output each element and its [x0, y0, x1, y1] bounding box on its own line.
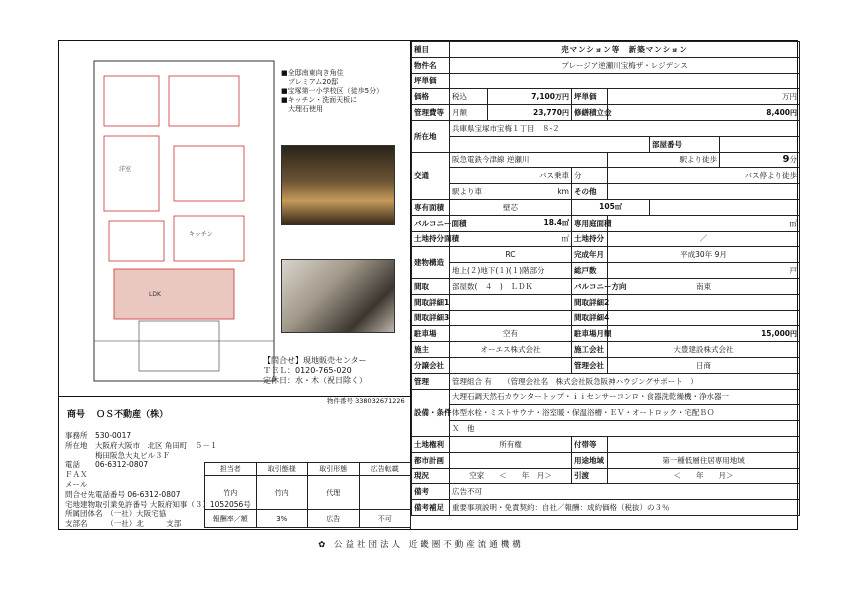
bus-ride-label: バス乗車 — [450, 168, 572, 184]
builder-value: 大豊建設株式会社 — [608, 342, 800, 358]
fee-value: 23,770円 — [488, 105, 572, 121]
use-district-label: 用途地域 — [572, 452, 608, 468]
exterior-photo — [281, 145, 395, 225]
repair-label: 修繕積立金 — [572, 105, 608, 121]
price-value: 7,100万円 — [488, 89, 572, 105]
contact-holiday: 定休日：水・木（祝日除く） — [263, 376, 367, 385]
interior-photo — [281, 259, 395, 333]
repair-value: 8,400円 — [608, 105, 800, 121]
land-share-label: 土地持分 — [572, 231, 608, 247]
floor-plan-area — [59, 41, 411, 396]
total-units-unit: 戸 — [608, 263, 800, 279]
land-share-value: ／ — [608, 231, 800, 247]
traffic-label: 交通 — [412, 152, 450, 199]
room-no-value — [720, 136, 800, 152]
attached-label: 付帯等 — [572, 436, 608, 452]
seller-label: 施主 — [412, 342, 450, 358]
plan-label-kitchen: キッチン — [189, 231, 213, 238]
agent-header: 担当者 — [205, 463, 257, 476]
car-label: 駅より車 km — [450, 184, 572, 200]
balcony-label: バルコニー面積 — [412, 215, 450, 231]
layout-label: 間取 — [412, 278, 450, 294]
handover-label: 引渡 — [572, 468, 608, 484]
seller-value: オーエス株式会社 — [450, 342, 572, 358]
bus-ride-unit: 分 — [572, 168, 608, 184]
remarks-value: 広告不可 — [450, 484, 800, 500]
transaction-box — [204, 462, 411, 532]
company-line: メール — [65, 479, 88, 489]
mgmt-company-value: 日商 — [608, 357, 800, 373]
listing-sheet — [58, 40, 798, 530]
built-value: 平成30年 9月 — [608, 247, 800, 263]
mgmt-company-label: 管理会社 — [572, 357, 608, 373]
footer-organization — [0, 538, 842, 550]
area-tail-value — [450, 73, 800, 89]
name-value: プレージア逆瀬川宝梅ザ・レジデンス — [450, 57, 800, 73]
direction-value: 南東 — [608, 278, 800, 294]
ad-label: 広告 — [308, 510, 360, 528]
parking-label: 駐車場 — [412, 326, 450, 342]
location-value: 兵庫県宝塚市宝梅１丁目 ８-２ — [450, 120, 800, 136]
organization-name: 公益社団法人 近畿圏不動産流通機構 — [334, 540, 524, 550]
company-line: 梅田阪急大丸ビル３Ｆ — [65, 450, 170, 460]
management-value: 管理組合 有 （管理会社名 株式会社阪急阪神ハウジングサポート ） — [450, 373, 800, 389]
company-info — [59, 396, 411, 531]
fee-rate-value: 3% — [256, 510, 308, 528]
company-name-label: 商号 — [67, 410, 86, 420]
company-line: 電話 06-6312-0807 — [65, 460, 149, 470]
fee-rate-label: 報酬率／額 — [205, 510, 257, 528]
floor-plan-drawing — [79, 51, 299, 391]
type-value: 代理 — [308, 476, 360, 510]
direction-label: バルコニー方向 — [572, 278, 608, 294]
company-name — [67, 407, 168, 420]
structure-label: 建物構造 — [412, 247, 450, 279]
sales-center-contact — [263, 356, 367, 386]
organization-logo-icon: ✿ — [318, 540, 329, 550]
feature-note: 大理石使用 — [281, 105, 323, 113]
use-district-value: 第一種低層住居専用地域 — [608, 452, 800, 468]
land-rights-label: 土地権利 — [412, 436, 450, 452]
built-label: 完成年月 — [572, 247, 608, 263]
floors-value: 地上(２)地下(１)(１)階部分 — [450, 263, 572, 279]
land-rights-value: 所有権 — [450, 436, 572, 452]
feature-note: ■キッチン・洗面天板に — [281, 96, 358, 104]
mode-value: 竹内 — [256, 476, 308, 510]
property-number: 物件番号 338032671226 — [327, 397, 405, 405]
location-label: 所在地 — [412, 120, 450, 152]
company-line: 宅地建物取引業免許番号 大阪府知事（３）1052056号 — [65, 499, 251, 509]
ad-value: 不可 — [359, 510, 411, 528]
parking-fee-label: 駐車場月額 — [572, 326, 608, 342]
floor-area-value: 105㎡ — [572, 199, 650, 215]
property-details — [411, 41, 799, 529]
company-line: 問合せ先電話番号 06-6312-0807 — [65, 489, 181, 499]
tsubo-label: 坪単価 — [572, 89, 608, 105]
zoning-label: 都市計画 — [412, 452, 450, 468]
land-area-unit: ㎡ — [450, 231, 572, 247]
parking-fee-value: 15,000円 — [608, 326, 800, 342]
feature-note: プレミアム20邸 — [281, 78, 339, 86]
status-label: 現況 — [412, 468, 450, 484]
type-value: 売マンション等 新築マンション — [450, 42, 800, 58]
company-name-value: ＯＳ不動産（株） — [96, 410, 169, 420]
private-garden-label: 専用庭面積 — [572, 215, 608, 231]
walk-label: 駅より徒歩 — [608, 152, 720, 168]
wall-label: 壁芯 — [450, 199, 572, 215]
walk-value: 9分 — [720, 152, 800, 168]
tsubo-value: 万円 — [608, 89, 800, 105]
type-header: 取引形態 — [308, 463, 360, 476]
price-tax-label: 税込 — [450, 89, 488, 105]
room-no-label: 部屋番号 — [650, 136, 720, 152]
management-label: 管理 — [412, 373, 450, 389]
floor-area-label: 専有面積 — [412, 199, 450, 215]
detail3-label: 間取詳細3 — [412, 310, 450, 326]
plan-label-ldk: LDK — [149, 291, 161, 298]
mode-header: 取引態様 — [256, 463, 308, 476]
company-line: 所在地 大阪府大阪市 北区 角田町 ５－１ — [65, 440, 218, 450]
plan-label-western-room: 洋室 — [119, 166, 132, 173]
builder-label: 施工会社 — [572, 342, 608, 358]
handover-value: ＜ 年 月＞ — [608, 468, 800, 484]
terms-value: 重要事項説明・免責契約：自社／報酬：成約価格（税抜）の３％ — [450, 500, 800, 516]
total-units-label: 総戸数 — [572, 263, 608, 279]
ad-header: 広告転載 — [359, 463, 411, 476]
bus-walk-label: バス停より徒歩 — [608, 168, 800, 184]
price-label: 価格 — [412, 89, 450, 105]
feature-notes — [281, 69, 406, 114]
contact-line: 【問合せ】現地販売センター — [263, 356, 367, 365]
company-line: ＦＡＸ — [65, 470, 88, 480]
other-label: その他 — [572, 184, 608, 200]
left-panel — [59, 41, 411, 529]
land-area-label: 土地持分面積 — [412, 231, 450, 247]
status-value: 空家 ＜ 年 月＞ — [450, 468, 572, 484]
terms-label: 備考補足 — [412, 500, 450, 516]
company-line: 事務所 530-0017 — [65, 431, 132, 440]
type-label: 種目 — [412, 42, 450, 58]
feature-note: ■全邸南東向き角住 — [281, 69, 344, 77]
structure-value: RC — [450, 247, 572, 263]
balcony-value: 18.4㎡ — [450, 215, 572, 231]
company-line: 所属団体名 （一社）大阪宅協 — [65, 509, 167, 519]
feature-note: ■宝塚第一小学校区（徒歩5分） — [281, 87, 384, 95]
detail1-label: 間取詳細1 — [412, 294, 450, 310]
detail2-label: 間取詳細2 — [572, 294, 608, 310]
fee-month-label: 月額 — [450, 105, 488, 121]
details-table — [411, 41, 800, 516]
station-value: 阪急電鉄今津線 逆瀬川 — [450, 152, 608, 168]
equipment-label: 設備・条件 — [412, 389, 450, 436]
private-garden-unit: ㎡ — [608, 215, 800, 231]
sale-company-label: 分譲会社 — [412, 357, 450, 373]
equipment-line-1: 大理石調天然石カウンタートップ・ｉｉセンサーコンロ・食器洗乾燥機・浄水器一 — [450, 389, 800, 405]
equipment-line-3: Ｘ 他 — [450, 421, 800, 437]
name-label: 物件名 — [412, 57, 450, 73]
parking-value: 空有 — [450, 326, 572, 342]
detail4-label: 間取詳細4 — [572, 310, 608, 326]
ad-value-empty — [359, 476, 411, 510]
agent-value: 竹内 — [205, 476, 257, 510]
remarks-label: 備考 — [412, 484, 450, 500]
equipment-line-2: 体型水栓・ミストサウナ・浴室暖・保温浴槽・ＥＶ・オートロック・宅配ＢＯ — [450, 405, 800, 421]
company-line: 支部名 （一社）北 支部 — [65, 519, 182, 529]
layout-value: 部屋数( ４ ) ＬＤＫ — [450, 278, 572, 294]
fee-label: 管理費等 — [412, 105, 450, 121]
contact-phone: ＴＥＬ：0120-765-020 — [263, 366, 352, 375]
area-tail-label: 坪単価 — [412, 73, 450, 89]
